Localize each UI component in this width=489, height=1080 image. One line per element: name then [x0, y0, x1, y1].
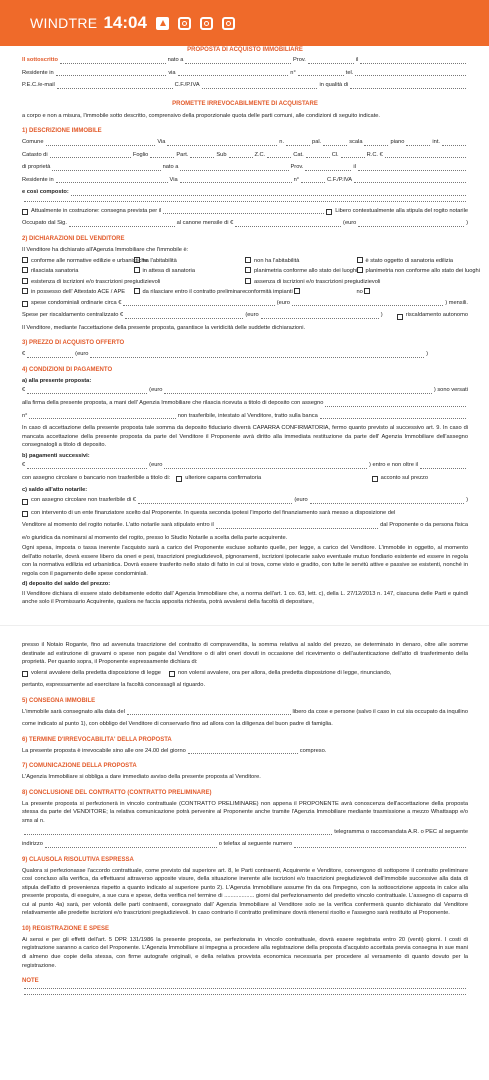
payment-row: con assegno circolare non trasferibile di € (euro )	[22, 496, 468, 505]
section-title: 7) COMUNICAZIONE DELLA PROPOSTA	[22, 763, 137, 770]
section-text: presso il Notaio Rogante, fino ad avvenuta trascrizione del contratto di compravendita, la somma relativa al saldo del prezzo, se determinato in denaro, oltre alle somme destinate ad estinzione di gravami o spese non pagate dal Venditore o di altri oneri dovuti in occasione del ricevimento o dell'autenticazione dell'atto di trasferimento della proprietà. Per quanto sopra, il Proponente espressamente dichiara di:	[22, 642, 468, 666]
checkbox[interactable]	[22, 257, 28, 263]
checkbox[interactable]	[22, 671, 28, 677]
contact-row: telegramma o raccomandata A.R. o PEC al seguente	[22, 828, 468, 837]
declaration-item[interactable]: è stato oggetto di sanatoria edilizia	[357, 257, 469, 266]
declaration-item[interactable]: no	[357, 288, 469, 297]
checkbox[interactable]	[176, 476, 182, 482]
document-page-1	[22, 46, 480, 609]
payment-row: Venditore al momento del rogito notarile. L'atto notarile sarà stipulato entro il dal Proponente o da persona fisica	[22, 522, 468, 529]
document-title: PROPOSTA DI ACQUISTO IMMOBILIARE	[187, 47, 303, 53]
checkbox[interactable]	[134, 267, 140, 273]
declaration-item[interactable]: in attesa di sanatoria	[134, 267, 246, 276]
intro-text: a corpo e non a misura, l'immobile sotto descritto, comprensivo della proporzionale quota delle parti comuni, alle condizioni di seguito indicate.	[22, 112, 381, 119]
property-row: di proprietà nato a Prov. il	[22, 163, 468, 172]
declaration-item[interactable]: planimetria conforme allo stato dei luoghi	[245, 267, 357, 276]
checkbox[interactable]	[245, 257, 251, 263]
checkbox[interactable]	[357, 257, 363, 263]
section-text: La presente proposta si perfezionerà in vincolo contrattuale (CONTRATTO PRELIMINARE) non appena il PROPONENTE avrà conoscenza dell'accettazione della proposta stessa da parte del VENDITORE; la relativa comunicazione potrà pervenire al Proponente anche tramite l'Agenzia Immobiliare mediante trasmissione a mezzo Whattsapp e/o sms al n.	[22, 800, 468, 825]
clock: 14:04	[103, 13, 147, 32]
section-text: come indicato al punto 1), con obbligo del Venditore di conservarlo fino ad allora con la diligenza del buon padre di famiglia.	[22, 721, 333, 728]
declaration-item[interactable]: planimetria non conforme allo stato dei luoghi	[357, 267, 469, 276]
subsection-title: b) pagamenti successivi:	[22, 452, 90, 459]
price-row: € (euro )	[22, 351, 428, 358]
section-text: L'Agenzia Immobiliare si obbliga a dare immediato avviso della presente proposta al Venditore.	[22, 774, 261, 781]
option-row: volersi avvalere della predetta disposizione di legge non volersi avvalere, ora per allora, della predetta disposizione di legge, rinunciando,	[22, 669, 468, 678]
payment-row: € (euro ) sono versati	[22, 387, 468, 394]
section-text: In caso di accettazione della presente proposta tale somma da deposito fiduciario diverrà CAPARRA CONFIRMATORIA, fermo quanto previsto al successivo art. 9. In caso di mancata accettazione della presente proposta da parte del Venditore il Proponente avrà diritto alla immediata restituzione da parte dell' Agenzia Immobiliare dell'assegno consegnatogli a titolo di deposito.	[22, 425, 468, 449]
section-title: 10) REGISTRAZIONE E SPESE	[22, 925, 110, 932]
checkbox[interactable]	[372, 476, 378, 482]
checkbox[interactable]	[169, 671, 175, 677]
payment-row: € (euro ) entro e non oltre il	[22, 461, 468, 470]
section-text: Il Venditore dichiara di essere stato debitamente edotto dall' Agenzia Immobiliare che, a norma dell'art. 1 co. 63, lett. c), della L. 27/12/2013 n. 147, ciascuna delle Parti e quindi anche solo il Promissario Acquirente, qualora ne faccia apposita richiesta, potrà avvalersi della facoltà di depositare,	[22, 590, 468, 606]
party-row: Residente in via n° tel.	[22, 69, 468, 78]
composition-row: e così composto:	[22, 188, 468, 197]
payment-row: alla firma della presente proposta, a mani dell' Agenzia Immobiliare che rilascia ricevuta a titolo di deposito con assegno	[22, 399, 468, 408]
checkbox[interactable]	[326, 209, 332, 215]
condo-row: spese condominiali ordinarie circa € (euro ) mensili.	[22, 299, 468, 308]
section-title: 4) CONDIZIONI DI PAGAMENTO	[22, 366, 113, 373]
instagram-icon	[200, 17, 213, 30]
section-text: pertanto, espressamente ad esercitare la facoltà concessagli al riguardo.	[22, 682, 206, 689]
subsection-title: d) deposito del saldo del prezzo:	[22, 581, 111, 588]
checkbox[interactable]	[134, 257, 140, 263]
checkbox[interactable]	[364, 288, 370, 294]
declaration-item[interactable]: esistenza di iscrizioni e/o trascrizioni pregiudizievoli	[22, 278, 245, 287]
row	[22, 201, 468, 203]
section-title: 1) DESCRIZIONE IMMOBILE	[22, 128, 102, 135]
section-text: Qualora si perfezionasse l'accordo contrattuale, come previsto dal superiore art. 8, le Parti contraenti, Acquirente e Venditore, convengono di sottoporre il contratto preliminare così concluso alla verifica, da effettuarsi attraverso apposite visure, della situazione inerente alle iscrizioni e/o trascrizioni pregiudizievoli dell'immobile successive alla data di stipula dell'atto di provenienza rispetto a quanto indicato al superiore punto 2). L'Agenzia Immobiliare assume fin da ora l'impegno, con la sottoscrizione apposta in calce alla presente proposta, di eseguire, a sue cura e spese, detta verifica nel termine di ................... giorni dal perfezionamento del predetto vincolo contrattuale. L'assegno di caparra di cui al punto 4a) sarà, per volontà delle parti contraenti, consegnato dall' Agenzia Immobiliare al Venditore solo se la verifica confermerà quanto dichiarato dal Venditore relativamente alle predette iscrizioni e/o trascrizioni pregiudizievoli. In caso contrario il contratto preliminare dovrà ritenersi risolto e l'assegno sarà restituito al Proponente.	[22, 867, 468, 917]
checkbox[interactable]	[22, 511, 28, 517]
payment-row: n° non trasferibile, intestato al Venditore, tratto sulla banca	[22, 412, 468, 421]
subsection-title: c) saldo all'atto notarile:	[22, 487, 88, 494]
section-title: 3) PREZZO DI ACQUISTO OFFERTO	[22, 340, 125, 347]
section-text: Ai sensi e per gli effetti dell'art. 5 DPR 131/1986 la presente proposta, se perfezionata in vincolo contrattuale, dovrà essere registrata entro 20 (venti) giorni. I costi di registrazione saranno a carico del Proponente. L'Agenzia Immobiliare si impegna a procedere alla registrazione della proposta d'acquisto accettata previa consegna in sue mani di almeno due copie della stessa, con firme autografe originali, e della relativa provvista economica necessaria per procedere al versamento di quanto dovuto per la registrazione.	[22, 936, 468, 969]
status-bar	[0, 0, 489, 46]
checkbox[interactable]	[134, 288, 140, 294]
section-text: Il Venditore ha dichiarato all'Agenzia Immobiliare che l'immobile è:	[22, 247, 189, 254]
checkbox[interactable]	[22, 209, 28, 215]
checkbox[interactable]	[245, 267, 251, 273]
instagram-icon	[222, 17, 235, 30]
checkbox[interactable]	[22, 288, 28, 294]
subsection-title: a) alla presente proposta:	[22, 377, 92, 384]
contact-row: indirizzo o telefax al seguente numero	[22, 840, 468, 849]
checkbox[interactable]	[22, 301, 28, 307]
instagram-icon	[178, 17, 191, 30]
section-title: NOTE	[22, 978, 39, 985]
declaration-item[interactable]: in possesso dell' Attestato ACE / APE	[22, 288, 134, 297]
deadline-row: La presente proposta è irrevocabile sino alle ore 24.00 del giorno compreso.	[22, 747, 327, 754]
property-row: Catasto di Foglio Part. Sub Z.C. Cat. Cl. R.C. €	[22, 151, 468, 160]
declaration-item[interactable]: non ha l'abitabilità	[245, 257, 357, 266]
section-text: Ogni spesa, imposta o tassa inerente l'acquisto sarà a carico del Proponente escluse soltanto quelle, per legge, a carico del Venditore. L'immobile in oggetto, al momento dell'atto notarile, dovrà essere libero da oneri e pesi, trascrizioni pregiudizievoli, pignoramenti, iscrizioni ipotecarie salvo eventuale mutuo fondiario esistente ed essere in regola con la normativa edilizia ed urbanistica. Dovrà essere trasferito nello stato di fatto in cui si trova, come visto e gradito, con tutte le servitù attive e passive se esistenti, nonché in regola con il pagamento delle spese condominiali.	[22, 545, 468, 577]
section-title: 9) CLAUSOLA RISOLUTIVA ESPRESSA	[22, 856, 134, 863]
availability-row: Attualmente in costruzione: consegna prevista per il Libero contestualmente alla stipula del rogito notarile	[22, 207, 468, 216]
party-row: P.E.C./e-mail C.F./P.IVA in qualità di	[22, 81, 468, 90]
delivery-row: L'immobile sarà consegnato alla data del libero da cose e persone (salvo il caso in cui sia occupato da inquilino	[22, 708, 468, 715]
declaration-item[interactable]: rilasciata sanatoria	[22, 267, 134, 276]
checkbox[interactable]	[245, 278, 251, 284]
declaration-item[interactable]: assenza di iscrizioni e/o trascrizioni pregiudizievoli	[245, 278, 468, 287]
heating-row: Spese per riscaldamento centralizzato € (euro ) riscaldamento autonomo	[22, 312, 468, 319]
occupancy-row: Occupato dal Sig. al canone mensile di € (euro )	[22, 220, 468, 227]
declaration-item[interactable]: ha l'abitabilità	[134, 257, 246, 266]
section-title: 2) DICHIARAZIONI DEL VENDITORE	[22, 236, 125, 243]
property-row: Residente in Via n° C.F./P.IVA	[22, 176, 468, 185]
document-page-2	[22, 640, 468, 1000]
carrier-label: WINDTRE	[30, 15, 98, 31]
checkbox[interactable]	[357, 267, 363, 273]
section-title: 6) TERMINE D'IRREVOCABILITA' DELLA PROPOSTA	[22, 736, 172, 743]
notes-line[interactable]	[22, 988, 468, 990]
section-title: 8) CONCLUSIONE DEL CONTRATTO (CONTRATTO PRELIMINARE)	[22, 789, 212, 796]
section-text: Il Venditore, mediante l'accettazione della presente proposta, garantisce la veridicità delle suddette dichiarazioni.	[22, 324, 306, 331]
checkbox[interactable]	[397, 314, 403, 320]
checkbox[interactable]	[22, 499, 28, 505]
checkbox[interactable]	[22, 267, 28, 273]
declaration-item[interactable]: conformità impianti	[245, 288, 357, 297]
page-divider	[0, 625, 489, 626]
payment-row: con intervento di un ente finanziatore scelto dal Proponente. In questa seconda ipotesi l'importo del finanziamento sarà messo a disposizione del	[22, 509, 468, 518]
declaration-item[interactable]: conforme alle normative edilizie e urbanistiche	[22, 257, 134, 266]
payment-row: con assegno circolare o bancario non trasferibile a titolo di: ulteriore caparra confirmatoria acconto sul prezzo	[22, 474, 428, 481]
declaration-item[interactable]: da rilasciare entro il contratto preliminare	[134, 288, 246, 297]
section-text: e/o giuridica da nominarsi al momento del rogito, presso lo Studio Notarile a scelta della parte acquirente.	[22, 534, 288, 541]
declarations-grid	[22, 257, 480, 299]
party-row: Il sottoscritto nato a Prov. il	[22, 56, 468, 65]
notes-line[interactable]	[22, 994, 468, 996]
upload-icon	[156, 17, 169, 30]
checkbox[interactable]	[22, 278, 28, 284]
checkbox[interactable]	[294, 288, 300, 294]
section-title: 5) CONSEGNA IMMOBILE	[22, 697, 96, 704]
section-heading: PROMETTE IRREVOCABILMENTE DI ACQUISTARE	[172, 100, 318, 107]
property-row: Comune Via n. pal. scala piano int.	[22, 138, 468, 147]
